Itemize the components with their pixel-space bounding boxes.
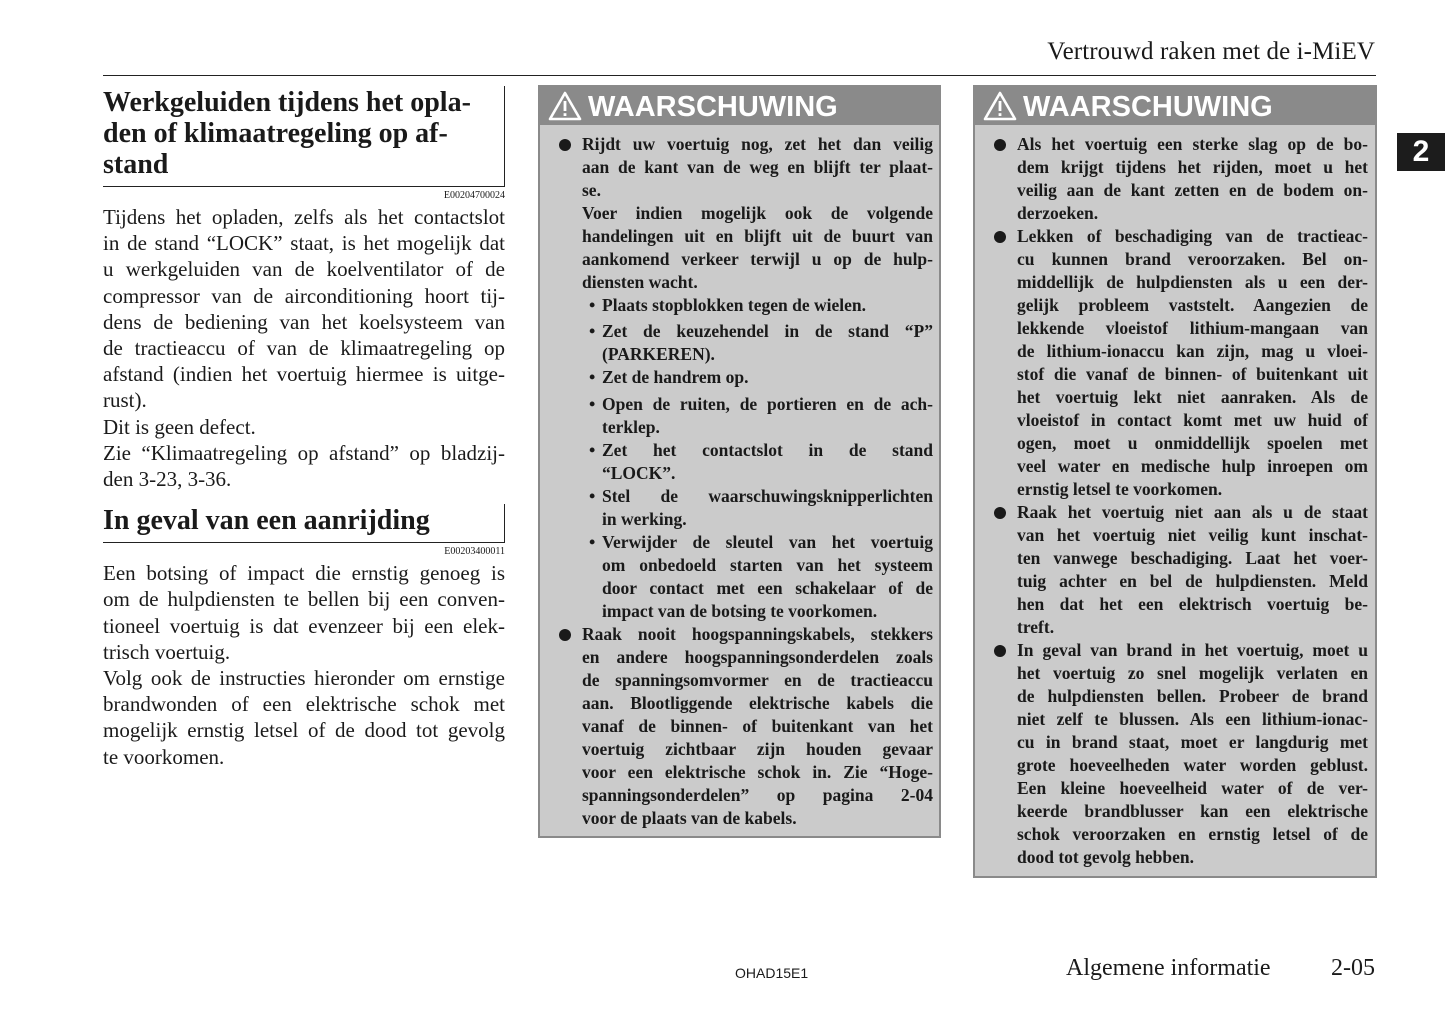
warning-line: van het voertuig niet veilig kunt inschat- (1017, 525, 1368, 545)
warning-line: het voertuig zo snel mogelijk verlaten en (1017, 663, 1368, 683)
warning-line: hen dat het een elektrisch voertuig be- (1017, 594, 1368, 614)
warning-box-2 (973, 85, 1377, 878)
warning-line: niet zelf te blussen. Als een lithium-ionac- (1017, 709, 1368, 729)
running-header: Vertrouwd raken met de i-MiEV (1047, 38, 1375, 65)
warning-line: lekkende vloeistof lithium-mangaan van (1017, 318, 1368, 338)
body-line: Een botsing of impact die ernstig genoeg is (103, 561, 505, 586)
warning-line: het voertuig lekt niet aanraken. Als de (1017, 387, 1368, 407)
heading-line: In geval van een aanrijding (103, 505, 430, 537)
body-line: Volg ook de instructies hieronder om ernstige (103, 666, 505, 691)
warning-line: vanaf de binnen- of buitenkant van het (582, 716, 933, 736)
warning-line: Stel de waarschuwingsknipperlichten (602, 486, 933, 506)
warning-line: Als het voertuig een sterke slag op de bo- (1017, 134, 1368, 154)
sub-bullet-icon: • (589, 532, 596, 552)
body-line: Tijdens het opladen, zelfs als het contactslot (103, 205, 505, 229)
warning-line: In geval van brand in het voertuig, moet u (1017, 640, 1368, 660)
sub-bullet-icon: • (589, 367, 596, 387)
warning-line: in werking. (602, 509, 687, 529)
bullet-icon (559, 139, 571, 151)
warning-line: middellijk de hulpdiensten als u een der- (1017, 272, 1368, 292)
sub-bullet-icon: • (589, 394, 596, 414)
warning-line: spanningsonderdelen” op pagina 2-04 (582, 785, 933, 805)
warning-title: WAARSCHUWING (1023, 91, 1273, 123)
warning-line: en andere hoogspanningsonderdelen zoals (582, 647, 933, 667)
warning-line: voertuig zichtbaar zijn houden gevaar (582, 739, 933, 759)
warning-line: veilig aan de kant zetten en de bodem on- (1017, 180, 1368, 200)
warning-line: Een kleine hoeveelheid water of de ver- (1017, 778, 1368, 798)
warning-line: Rijdt uw voertuig nog, zet het dan veilig (582, 134, 933, 154)
body-line: Zie “Klimaatregeling op afstand” op bladzij- (103, 440, 505, 465)
body-line: den 3-23, 3-36. (103, 467, 232, 492)
warning-line: ogen, moet u onmiddellijk spoelen met (1017, 433, 1368, 453)
warning-line: derzoeken. (1017, 203, 1099, 223)
warning-line: keerde brandblusser kan een elektrische (1017, 801, 1368, 821)
sub-bullet-icon: • (589, 321, 596, 341)
section-heading-noise (103, 86, 505, 187)
warning-line: Open de ruiten, de portieren en de ach- (602, 394, 933, 414)
section-code: E00204700024 (443, 190, 505, 201)
warning-line: cu kunnen brand veroorzaken. Bel on- (1017, 249, 1368, 269)
page-number: 2-05 (1331, 955, 1375, 981)
warning-line: terklep. (602, 417, 660, 437)
bullet-icon (994, 139, 1006, 151)
warning-line: Zet de handrem op. (602, 367, 749, 387)
header-rule (103, 75, 1376, 76)
document-code: OHAD15E1 (735, 965, 809, 981)
body-line: dens de bediening van het koelsysteem van (103, 309, 505, 334)
warning-triangle-icon (548, 91, 582, 121)
sub-bullet-icon: • (589, 486, 596, 506)
warning-line: door contact met een schakelaar of de (602, 578, 933, 598)
bullet-icon (994, 507, 1006, 519)
body-line: te voorkomen. (103, 744, 225, 769)
body-line: compressor van de airconditioning hoort tij- (103, 283, 505, 308)
warning-line: grote hoeveelheden water worden geblust. (1017, 755, 1368, 775)
warning-line: veel water en medische hulp inroepen om (1017, 456, 1368, 476)
body-line: afstand (indien het voertuig hiermee is uitge- (103, 362, 505, 387)
warning-line: Voer indien mogelijk ook de volgende (582, 203, 933, 223)
body-line: in de stand “LOCK” staat, is het mogelijk dat (103, 231, 505, 256)
warning-line: dem krijgt tijdens het rijden, moet u het (1017, 157, 1368, 177)
body-line: de tractieaccu of van de klimaatregeling op (103, 336, 505, 361)
warning-title: WAARSCHUWING (588, 91, 838, 123)
warning-line: handelingen uit en blijft uit de buurt van (582, 226, 933, 246)
warning-line: om onbedoeld starten van het systeem (602, 555, 933, 575)
body-line: Dit is geen defect. (103, 414, 256, 439)
body-line: trisch voertuig. (103, 639, 231, 664)
warning-line: treft. (1017, 617, 1055, 637)
warning-line: de spanningsomvormer en de tractieaccu (582, 670, 933, 690)
section-heading-collision (103, 504, 505, 543)
warning-line: voor een elektrische schok in. Zie “Hoge- (582, 762, 933, 782)
warning-line: schok veroorzaken en ernstig letsel of de (1017, 824, 1368, 844)
heading-line: den of klimaatregeling op af- (103, 118, 448, 149)
warning-line: se. (582, 180, 601, 200)
warning-line: “LOCK”. (602, 463, 676, 483)
warning-header (975, 87, 1375, 125)
warning-line: (PARKEREN). (602, 344, 715, 364)
body-line: mogelijk ernstig letsel of de dood tot gevolg (103, 718, 505, 743)
warning-box-1 (538, 85, 941, 838)
warning-line: stof die vanaf de binnen- of buitenkant uit (1017, 364, 1368, 384)
section-body-collision (103, 560, 505, 770)
warning-line: ernstig letsel te voorkomen. (1017, 479, 1223, 499)
section-code: E00203400011 (444, 546, 505, 558)
sub-bullet-icon: • (589, 295, 596, 315)
warning-line: gelijk probleem vaststelt. Aangezien de (1017, 295, 1368, 315)
warning-line: Plaats stopblokken tegen de wielen. (602, 295, 866, 315)
warning-line: tuig achter en bel de hulpdiensten. Meld (1017, 571, 1368, 591)
bullet-icon (994, 231, 1006, 243)
warning-line: ten vanwege beschadiging. Laat het voer- (1017, 548, 1368, 568)
warning-line: dood tot gevolg hebben. (1017, 847, 1194, 867)
section-body-noise (103, 204, 505, 492)
warning-line: voor de plaats van de kabels. (582, 808, 797, 828)
footer-section-title: Algemene informatie (1066, 955, 1271, 981)
warning-line: Verwijder de sleutel van het voertuig (602, 532, 933, 552)
warning-line: de hulpdiensten bellen. Probeer de brand (1017, 686, 1368, 706)
warning-header (540, 87, 939, 125)
warning-line: cu in brand staat, moet er langdurig met (1017, 732, 1368, 752)
warning-line: diensten wacht. (582, 272, 698, 292)
bullet-icon (559, 629, 571, 641)
warning-line: aan de kant van de weg en blijft ter plaat- (582, 157, 933, 177)
warning-line: de lithium-ionaccu kan zijn, mag u vloei- (1017, 341, 1368, 361)
chapter-tab: 2 (1397, 133, 1445, 171)
warning-line: aan. Blootliggende elektrische kabels die (582, 693, 933, 713)
warning-line: Raak nooit hoogspanningskabels, stekkers (582, 624, 933, 644)
heading-line: stand (103, 149, 169, 180)
text-column (103, 86, 505, 770)
body-line: tioneel voertuig is dat evenzeer bij een elek- (103, 613, 505, 638)
warning-line: aankomend verkeer terwijl u op de hulp- (582, 249, 933, 269)
warning-line: Lekken of beschadiging van de tractieac- (1017, 226, 1368, 246)
body-line: om de hulpdiensten te bellen bij een conven- (103, 587, 505, 612)
warning-line: Raak het voertuig niet aan als u de staat (1017, 502, 1368, 522)
warning-line: Zet het contactslot in de stand (602, 440, 933, 460)
warning-line: Zet de keuzehendel in de stand “P” (602, 321, 933, 341)
heading-line: Werkgeluiden tijdens het opla- (103, 87, 471, 118)
sub-bullet-icon: • (589, 440, 596, 460)
body-line: brandwonden of een elektrische schok met (103, 692, 505, 717)
body-line: u werkgeluiden van de koelventilator of de (103, 257, 505, 282)
warning-line: vloeistof in contact komt met uw huid of (1017, 410, 1368, 430)
body-line: rust). (103, 388, 147, 413)
bullet-icon (994, 645, 1006, 657)
warning-triangle-icon (983, 91, 1017, 121)
warning-line: impact van de botsing te voorkomen. (602, 601, 878, 621)
